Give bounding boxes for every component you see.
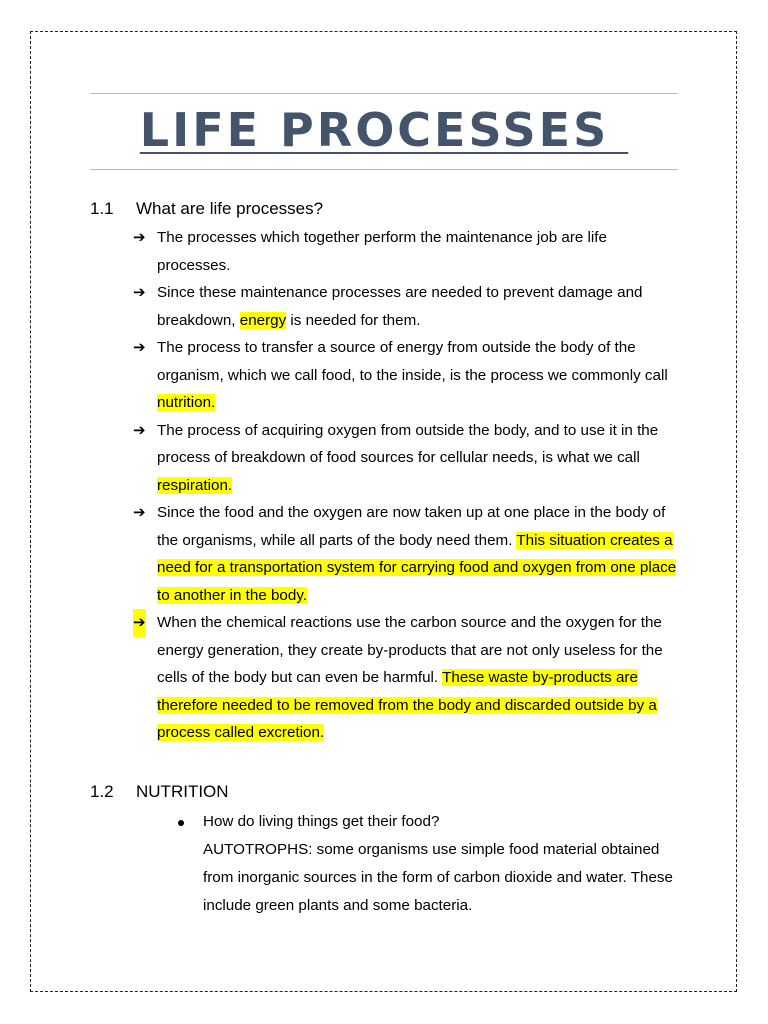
page-title	[90, 104, 678, 156]
list-item	[133, 279, 678, 334]
bullet-text: Since these maintenance processes are needed to prevent damage and breakdown,	[157, 284, 643, 329]
bullet-text: The process to transfer a source of energy from outside the body of the organism, which we call food, to the inside, is the process we commonly call	[157, 339, 668, 384]
list-item	[133, 417, 678, 500]
arrow-right-icon: ➔	[133, 503, 146, 521]
section-title: NUTRITION	[136, 782, 229, 801]
autotrophs-text: AUTOTROPHS: some organisms use simple food material obtained from inorganic sources in the form of carbon dioxide and water. These include green plants and some bacteria.	[203, 841, 673, 914]
section-number: 1.1	[90, 199, 114, 218]
list-item	[133, 334, 678, 417]
title-top-rule	[90, 93, 678, 94]
nutrition-list	[178, 808, 678, 920]
section-number: 1.2	[90, 782, 114, 801]
bullet-dot-icon	[178, 820, 184, 826]
list-item	[178, 808, 678, 920]
highlighted-text: respiration.	[157, 476, 233, 494]
title-bottom-rule	[90, 169, 678, 170]
section-title: What are life processes?	[136, 199, 324, 218]
bullet-text-tail: is needed for them.	[286, 311, 421, 329]
life-processes-list	[133, 224, 678, 747]
highlighted-text: This situation creates a need for a transportation system for carrying food and oxygen from one place to another in the body.	[157, 531, 677, 604]
list-item	[133, 609, 678, 747]
list-item	[133, 224, 678, 279]
nutrition-question: How do living things get their food?	[203, 813, 440, 830]
highlighted-text: nutrition.	[157, 394, 216, 411]
arrow-right-icon: ➔	[133, 338, 146, 356]
bullet-text: The process of acquiring oxygen from outside the body, and to use it in the process of breakdown of food sources for cellular needs, is what we call	[157, 421, 659, 466]
arrow-right-icon: ➔	[133, 420, 146, 439]
arrow-right-icon: ➔	[133, 283, 146, 301]
arrow-right-icon: ➔	[133, 228, 146, 246]
bullet-text: When the chemical reactions use the carbon source and the oxygen for the energy generation, they create by-products that are not only useless for the cells of the body but can even be harmful.	[157, 614, 663, 686]
section-heading-1-2	[90, 781, 229, 803]
bullet-text: Since the food and the oxygen are now taken up at one place in the body of the organisms, while all parts of the body need them.	[157, 504, 666, 549]
page-title-text: LIFE PROCESSES	[139, 103, 629, 157]
section-heading-1-1	[90, 198, 323, 220]
list-item	[133, 499, 678, 609]
highlighted-text: energy	[239, 311, 287, 329]
highlighted-text: These waste by-products are therefore needed to be removed from the body and discarded outside by a process called excretion.	[157, 669, 657, 741]
arrow-right-icon: ➔	[133, 609, 146, 637]
bullet-text: The processes which together perform the maintenance job are life processes.	[157, 229, 607, 274]
